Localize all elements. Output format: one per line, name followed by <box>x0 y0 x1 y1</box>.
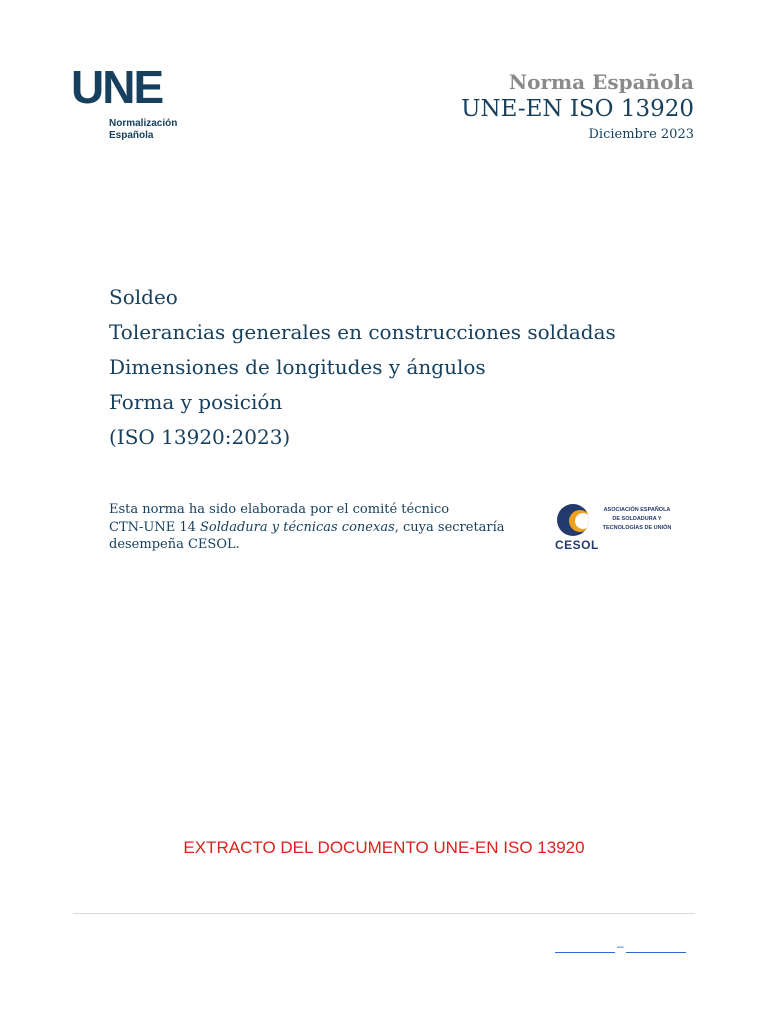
cesol-wordmark: CESOL <box>555 538 599 552</box>
une-logo-subtitle-line1: Normalización <box>109 118 178 129</box>
norma-code: UNE-EN ISO 13920 <box>461 96 694 122</box>
title-line: Soldeo <box>109 285 178 309</box>
cesol-assoc-line: ASOCIACIÓN ESPAÑOLA <box>603 507 671 513</box>
committee-name: Soldadura y técnicas conexas <box>200 519 395 535</box>
une-logo <box>71 61 191 144</box>
footer-link-right[interactable] <box>626 938 686 953</box>
committee-line2 <box>109 519 529 537</box>
committee-line2-suffix: , cuya secretaría <box>394 519 505 535</box>
norma-label: Norma Española <box>508 70 694 94</box>
committee-note <box>109 501 529 554</box>
title-line: Forma y posición <box>109 390 283 414</box>
une-logo-subtitle <box>109 118 191 142</box>
cesol-assoc-line: TECNOLOGÍAS DE UNIÓN <box>602 525 672 531</box>
cesol-emblem-icon <box>557 504 589 536</box>
cesol-association-text <box>599 506 675 533</box>
footer-separator: – <box>617 939 624 953</box>
committee-code: CTN-UNE 14 <box>109 519 201 535</box>
footer-links <box>555 938 686 953</box>
title-line: (ISO 13920:2023) <box>109 425 291 449</box>
cesol-assoc-line: DE SOLDADURA Y <box>612 516 662 522</box>
une-logo-subtitle-line2: Española <box>109 130 154 141</box>
title-line: Dimensiones de longitudes y ángulos <box>109 355 486 379</box>
footer-divider <box>73 913 695 914</box>
committee-line3: desempeña CESOL. <box>109 537 240 552</box>
footer-link-left[interactable] <box>555 938 615 953</box>
document-titles <box>109 280 616 455</box>
cesol-logo <box>555 502 675 554</box>
title-line: Tolerancias generales en construcciones soldadas <box>109 320 616 344</box>
committee-line1: Esta norma ha sido elaborada por el comité técnico <box>109 502 450 517</box>
norma-date: Diciembre 2023 <box>588 127 694 142</box>
extract-notice: EXTRACTO DEL DOCUMENTO UNE-EN ISO 13920 <box>183 838 585 857</box>
norma-header <box>461 70 694 144</box>
une-logo-mark: UNE <box>71 61 163 113</box>
